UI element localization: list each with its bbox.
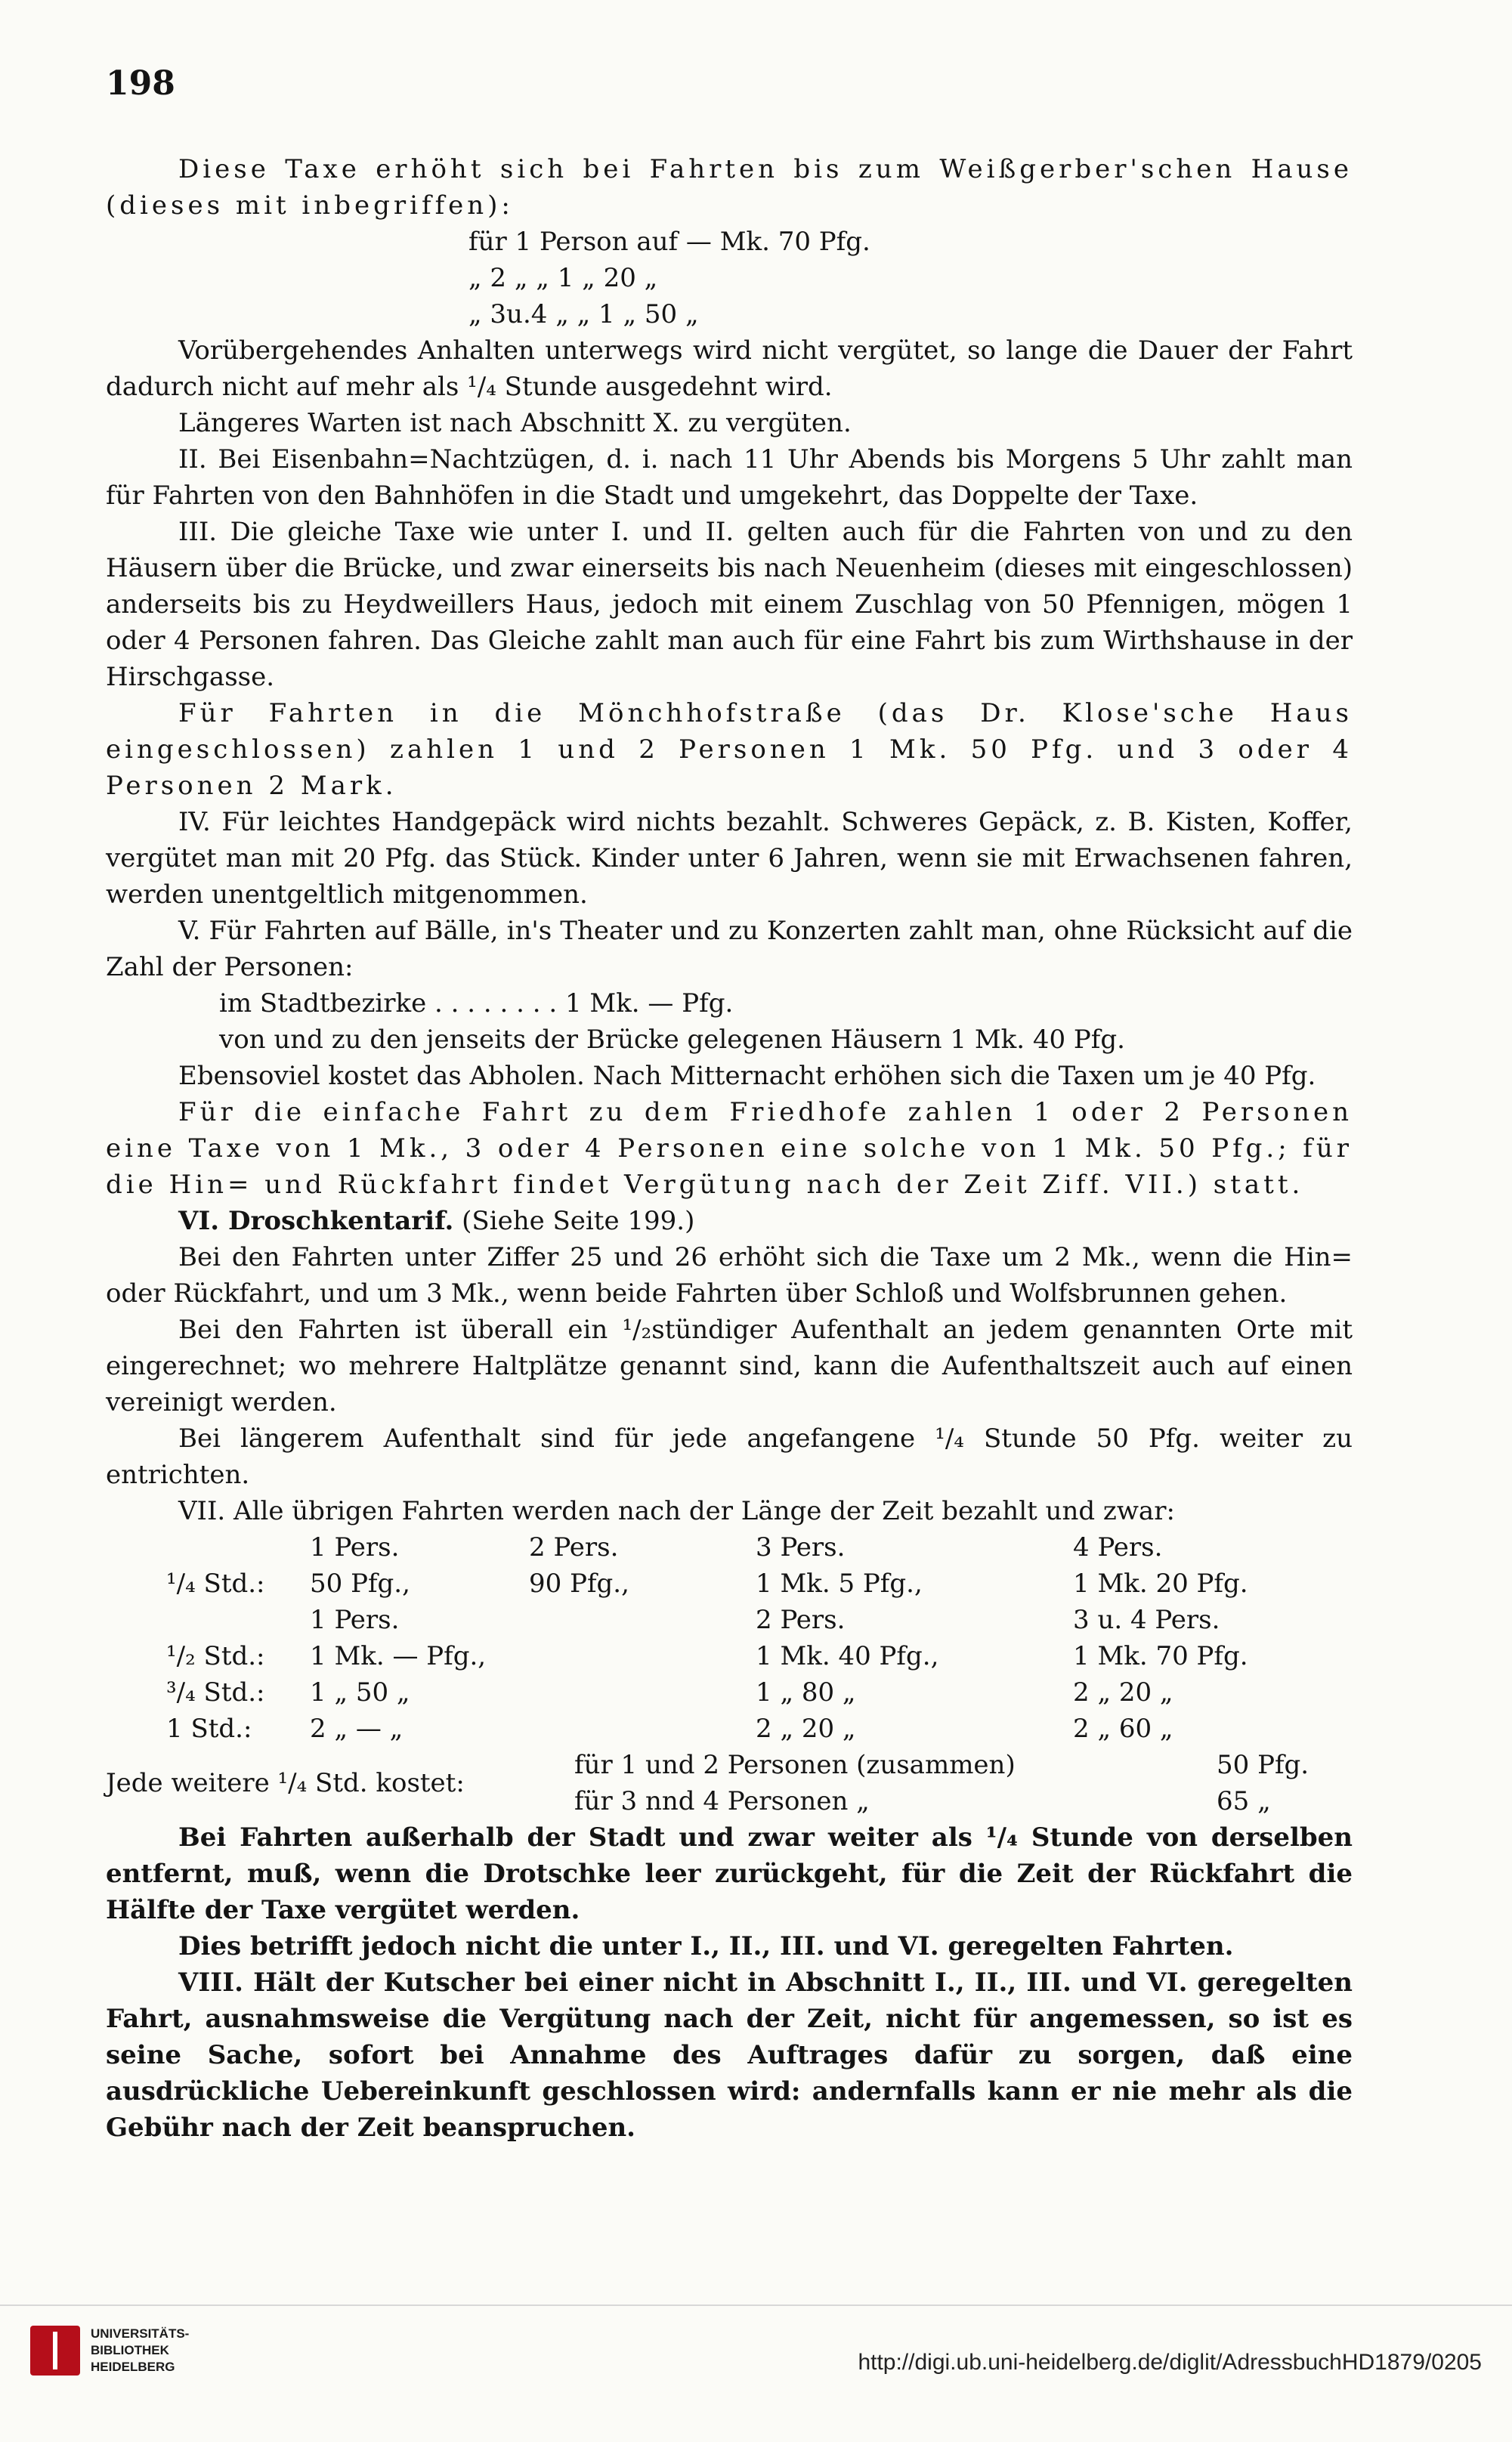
fare-row: für 1 Person auf — Mk. 70 Pfg.	[468, 227, 870, 257]
paragraph: Bei Fahrten außerhalb der Stadt und zwar weiter als ¹/₄ Stunde von derselben entfernt, muß, wenn die Drotschke leer zurückgeht, für die Zeit der Rückfahrt die Hälfte der Taxe vergütet werden.	[106, 1822, 1353, 1925]
paragraph: VIII. Hält der Kutscher bei einer nicht in Abschnitt I., II., III. und VI. geregelten Fahrt, ausnahmsweise die Vergütung nach der Zeit, nicht für angemessen, so ist es seine Sache, sofort bei Annahme des Auftrages dafür zu sorgen, daß eine ausdrückliche Uebereinkunft geschlossen wird: andernfalls kann er nie mehr als die Gebühr nach der Zeit beanspruchen.	[106, 1968, 1353, 2143]
section-title: VI. Droschkentarif.	[178, 1206, 454, 1236]
table-cell	[166, 1529, 310, 1566]
table-cell: 1 „ 50 „	[310, 1677, 410, 1708]
table-cell: 1 Mk. 40 Pfg.,	[756, 1641, 939, 1671]
table-cell: 90 Pfg.,	[529, 1569, 629, 1599]
table-cell	[529, 1638, 756, 1674]
table-cell: 2 „ 20 „	[756, 1714, 856, 1744]
table-cell	[166, 1602, 310, 1638]
paragraph: Diese Taxe erhöht sich bei Fahrten bis zum Weißgerber'schen Hause (dieses mit inbegriffen):	[106, 154, 1353, 221]
table-cell	[529, 1674, 756, 1711]
paragraph: Für die einfache Fahrt zu dem Friedhofe zahlen 1 oder 2 Personen eine Taxe von 1 Mk., 3 oder 4 Personen eine solche von 1 Mk. 50 Pfg.; für die Hin= und Rückfahrt findet Vergütung nach der Zeit Ziff. VII.) statt.	[106, 1097, 1353, 1200]
table-cell	[529, 1711, 756, 1747]
paragraph: Bei den Fahrten ist überall ein ¹/₂stündiger Aufenthalt an jedem genannten Orte mit eingerechnet; wo mehrere Haltplätze genannt sind, kann die Aufenthaltszeit auch auf einen vereinigt werden.	[106, 1315, 1353, 1417]
table-cell: 2 „ 60 „	[1073, 1714, 1173, 1744]
table-cell: ³/₄ Std.:	[166, 1677, 265, 1708]
table-cell: 3 u. 4 Pers.	[1073, 1605, 1220, 1635]
table-row	[166, 1638, 1300, 1674]
paragraph: VII. Alle übrigen Fahrten werden nach der Länge der Zeit bezahlt und zwar:	[178, 1496, 1175, 1526]
table-cell: 1 Mk. 70 Pfg.	[1073, 1641, 1248, 1671]
paragraph: Ebensoviel kostet das Abholen. Nach Mitternacht erhöhen sich die Taxen um je 40 Pfg.	[178, 1061, 1316, 1091]
paragraph: Bei den Fahrten unter Ziffer 25 und 26 erhöht sich die Taxe um 2 Mk., wenn die Hin= oder Rückfahrt, und um 3 Mk., wenn beide Fahrten über Schloß und Wolfsbrunnen gehen.	[106, 1242, 1353, 1309]
table-row	[166, 1674, 1300, 1711]
table-cell: ¹/₄ Std.:	[166, 1569, 265, 1599]
paragraph: Vorübergehendes Anhalten unterwegs wird nicht vergütet, so lange die Dauer der Fahrt dadurch nicht auf mehr als ¹/₄ Stunde ausgedehnt wird.	[106, 335, 1353, 402]
paragraph: Für Fahrten in die Mönchhofstraße (das Dr. Klose'sche Haus eingeschlossen) zahlen 1 und 2 Personen 1 Mk. 50 Pfg. und 3 oder 4 Personen 2 Mark.	[106, 698, 1353, 801]
extra-fare-table	[106, 1747, 1309, 1819]
permalink[interactable]: http://digi.ub.uni-heidelberg.de/diglit/AdressbuchHD1879/0205	[858, 2350, 1482, 2375]
fare-row: „ 3u.4 „ „ 1 „ 50 „	[468, 299, 699, 329]
table-row	[166, 1529, 1300, 1566]
section-heading	[106, 1203, 1353, 1239]
paragraph: V. Für Fahrten auf Bälle, in's Theater und zu Konzerten zahlt man, ohne Rücksicht auf die Zahl der Personen:	[106, 916, 1353, 982]
footer-divider	[0, 2304, 1512, 2306]
section-note: (Siehe Seite 199.)	[462, 1206, 695, 1236]
table-cell: 1 Mk. — Pfg.,	[310, 1641, 487, 1671]
paragraph: II. Bei Eisenbahn=Nachtzügen, d. i. nach 11 Uhr Abends bis Morgens 5 Uhr zahlt man für Fahrten von den Bahnhöfen in die Stadt und umgekehrt, das Doppelte der Taxe.	[106, 444, 1353, 511]
document-body	[106, 151, 1353, 2146]
table-cell: 1 Mk. 20 Pfg.	[1073, 1569, 1248, 1599]
table-cell: 1 Std.:	[166, 1714, 252, 1744]
table-cell: für 1 und 2 Personen (zusammen)	[574, 1750, 1016, 1780]
table-cell: für 3 nnd 4 Personen „	[574, 1786, 870, 1816]
fare-row: von und zu den jenseits der Brücke gelegenen Häusern 1 Mk. 40 Pfg.	[219, 1025, 1125, 1055]
extra-fare-label: Jede weitere ¹/₄ Std. kostet:	[106, 1768, 465, 1798]
table-cell: 3 Pers.	[756, 1532, 846, 1563]
library-logo[interactable]	[30, 2321, 204, 2427]
library-logo-icon	[30, 2326, 80, 2376]
fare-list-2	[106, 985, 1353, 1058]
table-cell: 2 „ — „	[310, 1714, 404, 1744]
paragraph: Dies betrifft jedoch nicht die unter I., II., III. und VI. geregelten Fahrten.	[178, 1931, 1234, 1961]
table-row	[166, 1602, 1300, 1638]
table-cell: ¹/₂ Std.:	[166, 1641, 265, 1671]
fare-row: im Stadtbezirke . . . . . . . . 1 Mk. — Pfg.	[219, 988, 734, 1019]
table-row	[106, 1747, 1309, 1783]
paragraph: Längeres Warten ist nach Abschnitt X. zu vergüten.	[178, 408, 852, 438]
table-cell: 65 „	[1217, 1786, 1271, 1816]
page-number: 198	[106, 64, 175, 103]
table-row	[166, 1711, 1300, 1747]
paragraph: IV. Für leichtes Handgepäck wird nichts bezahlt. Schweres Gepäck, z. B. Kisten, Koffer, vergütet man mit 20 Pfg. das Stück. Kinder unter 6 Jahren, wenn sie mit Erwachsenen fahren, werden unentgeltlich mitgenommen.	[106, 807, 1353, 910]
table-cell: 50 Pfg.	[1217, 1750, 1309, 1780]
fare-row: „ 2 „ „ 1 „ 20 „	[468, 263, 658, 293]
table-cell: 2 Pers.	[756, 1605, 846, 1635]
table-cell: 2 „ 20 „	[1073, 1677, 1173, 1708]
library-logo-text: UNIVERSITÄTS- BIBLIOTHEK HEIDELBERG	[91, 2326, 190, 2374]
table-row	[166, 1566, 1300, 1602]
table-cell: 50 Pfg.,	[310, 1569, 410, 1599]
fare-list-1	[106, 224, 1353, 332]
table-cell: 4 Pers.	[1073, 1532, 1163, 1563]
table-cell: 1 „ 80 „	[756, 1677, 856, 1708]
table-cell: 1 Pers.	[310, 1532, 400, 1563]
paragraph: Bei längerem Aufenthalt sind für jede angefangene ¹/₄ Stunde 50 Pfg. weiter zu entrichten.	[106, 1423, 1353, 1490]
table-cell: 2 Pers.	[529, 1532, 619, 1563]
table-cell	[529, 1602, 756, 1638]
tariff-table	[166, 1529, 1300, 1747]
table-cell: 1 Mk. 5 Pfg.,	[756, 1569, 923, 1599]
table-cell: 1 Pers.	[310, 1605, 400, 1635]
paragraph: III. Die gleiche Taxe wie unter I. und II. gelten auch für die Fahrten von und zu den Häusern über die Brücke, und zwar einerseits bis nach Neuenheim (dieses mit eingeschlossen) anderseits bis zu Heydweillers Haus, jedoch mit einem Zuschlag von 50 Pfennigen, mögen 1 oder 4 Personen fahren. Das Gleiche zahlt man auch für eine Fahrt bis zum Wirthshause in der Hirschgasse.	[106, 517, 1353, 692]
